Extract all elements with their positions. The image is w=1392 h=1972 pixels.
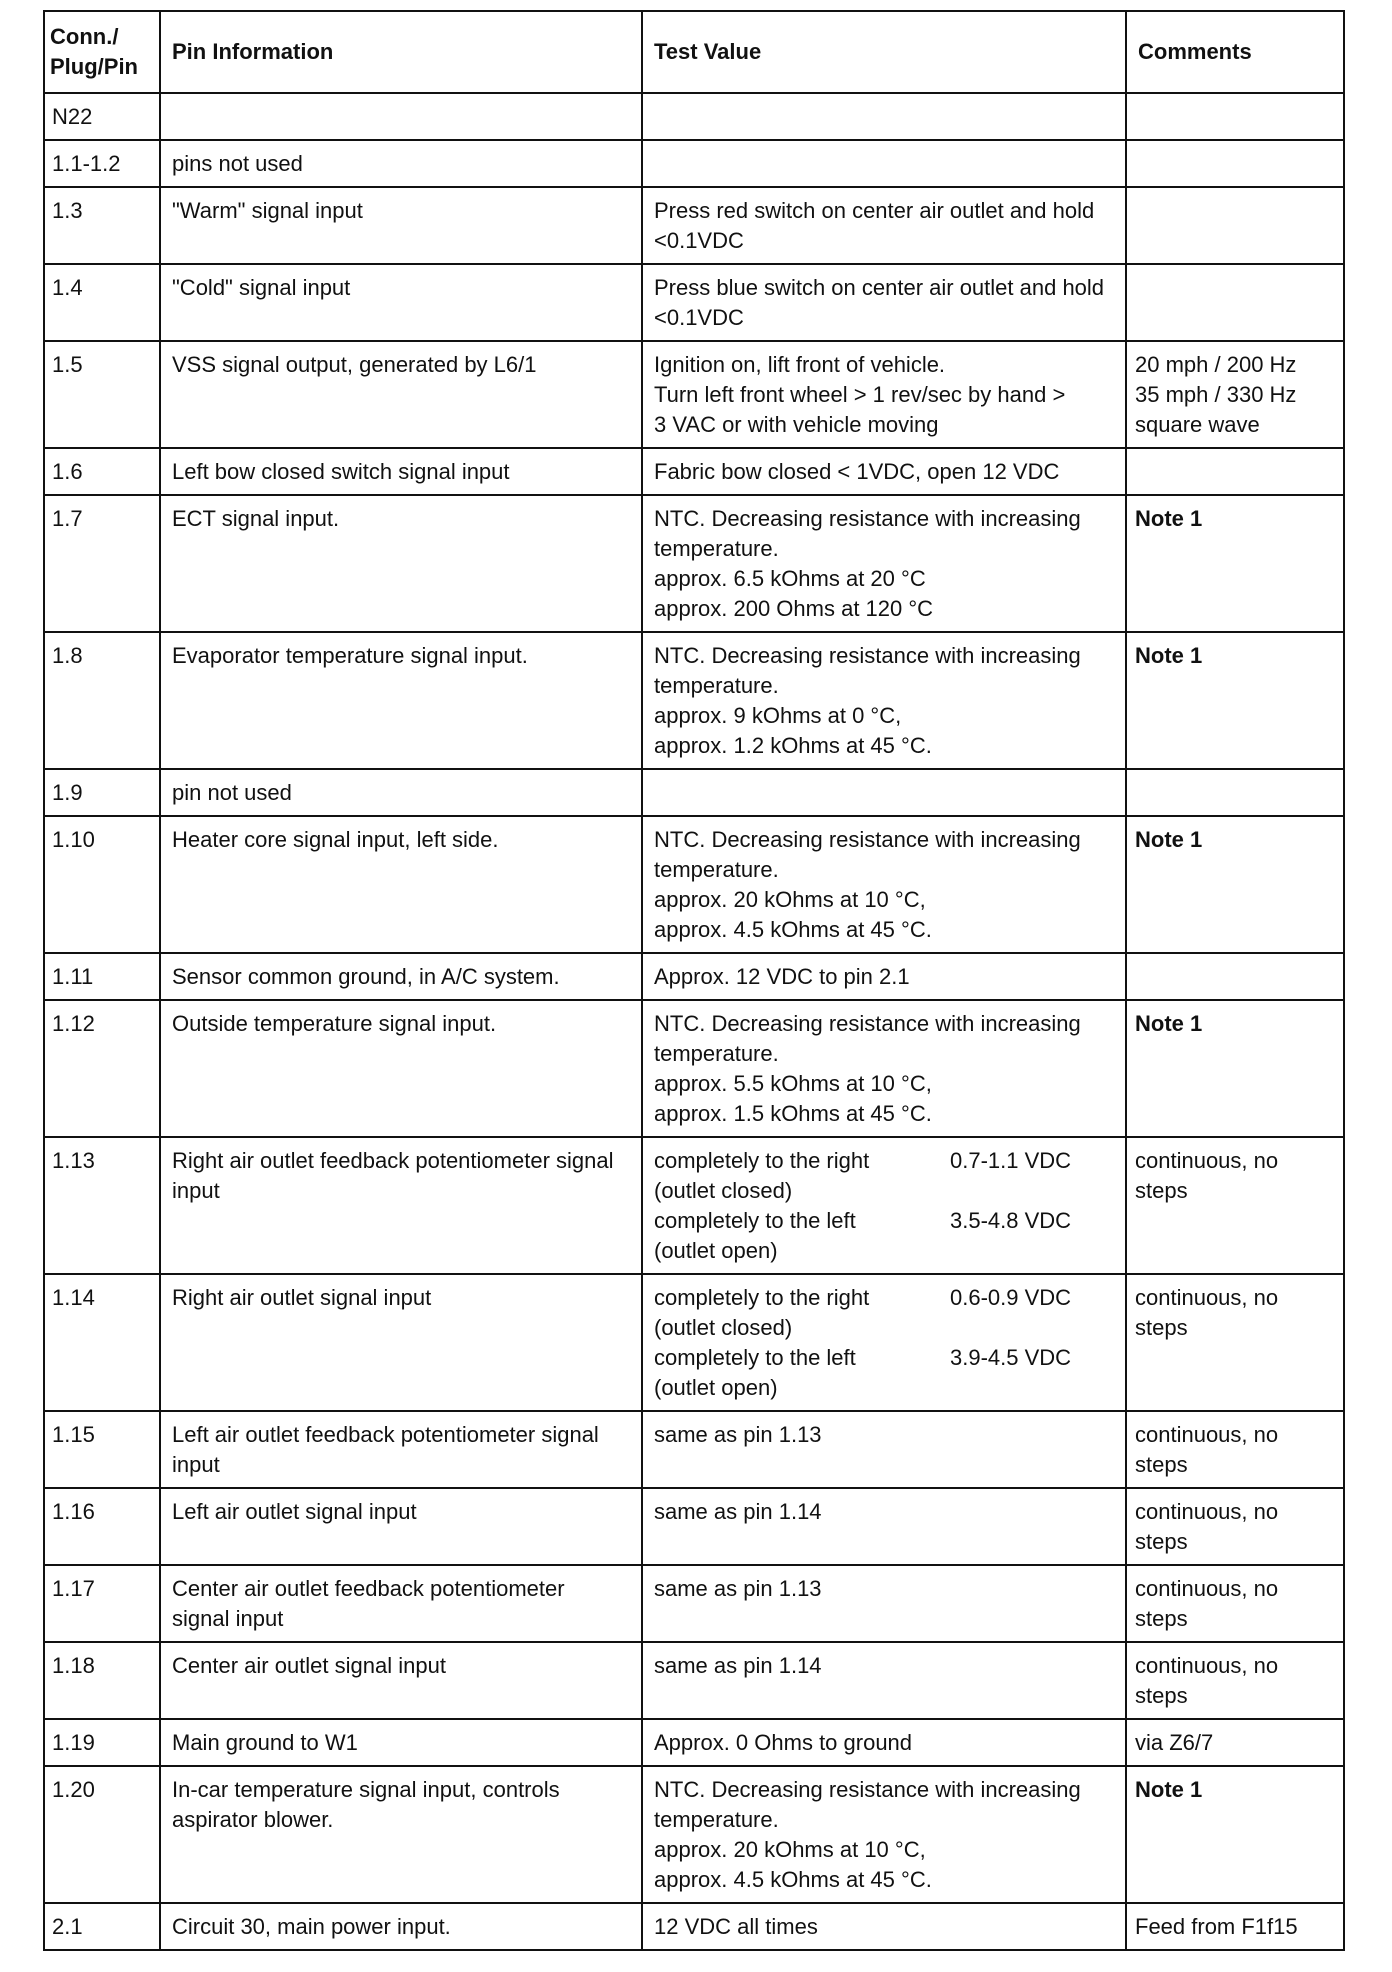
- voltage-value: 3.9-4.5 VDC: [950, 1345, 1072, 1370]
- comments-cell: [1126, 341, 1344, 448]
- test-value-cell: [642, 140, 1126, 187]
- pin-info-cell: [160, 341, 642, 448]
- test-value-line: temperature.: [654, 1807, 779, 1832]
- pin-info-line: In-car temperature signal input, controls: [172, 1777, 560, 1802]
- pin-info-cell: [160, 769, 642, 816]
- table-row: [44, 495, 1344, 632]
- comments-cell: [1126, 264, 1344, 341]
- comment-line: 35 mph / 330 Hz: [1135, 382, 1297, 407]
- table-row: [44, 1903, 1344, 1950]
- pin-number: 1.19: [52, 1730, 95, 1755]
- comments-cell: [1126, 93, 1344, 140]
- pin-info-line: VSS signal output, generated by L6/1: [172, 352, 537, 377]
- comment-line: Feed from F1f15: [1135, 1914, 1298, 1939]
- test-value-line: approx. 4.5 kOhms at 45 °C.: [654, 917, 932, 942]
- test-value-line: <0.1VDC: [654, 305, 744, 330]
- header-connector-pin: [44, 11, 160, 93]
- pin-info-cell: [160, 1000, 642, 1137]
- comments-cell: [1126, 495, 1344, 632]
- test-value-line: (outlet open): [654, 1375, 778, 1400]
- header-test-value: Test Value: [642, 11, 1126, 93]
- test-value-line: same as pin 1.14: [654, 1499, 822, 1524]
- test-value-line: approx. 1.5 kOhms at 45 °C.: [654, 1101, 932, 1126]
- pin-cell: [44, 140, 160, 187]
- pin-info-line: pins not used: [172, 151, 303, 176]
- comments-cell: [1126, 953, 1344, 1000]
- test-value-line: (outlet open): [654, 1238, 778, 1263]
- table-body: [44, 93, 1344, 1950]
- pin-number: 1.15: [52, 1422, 95, 1447]
- pin-cell: [44, 816, 160, 953]
- pin-cell: [44, 1137, 160, 1274]
- comments-cell: [1126, 816, 1344, 953]
- comment-line: continuous, no: [1135, 1285, 1279, 1310]
- pin-info-cell: [160, 1719, 642, 1766]
- table-row: [44, 1565, 1344, 1642]
- table-row: [44, 93, 1344, 140]
- pin-info-line: ECT signal input.: [172, 506, 340, 531]
- test-value-cell: [642, 953, 1126, 1000]
- pin-number: 1.3: [52, 198, 83, 223]
- header-row: [44, 11, 1344, 93]
- comment-line: square wave: [1135, 412, 1260, 437]
- header-comments: Comments: [1126, 11, 1344, 93]
- comments-cell: [1126, 1488, 1344, 1565]
- comment-line: continuous, no: [1135, 1148, 1279, 1173]
- comment-line: continuous, no: [1135, 1653, 1279, 1678]
- voltage-value: 0.6-0.9 VDC: [950, 1285, 1072, 1310]
- table-row: [44, 1488, 1344, 1565]
- pin-info-line: Left air outlet feedback potentiometer signal: [172, 1422, 599, 1447]
- pin-cell: [44, 1642, 160, 1719]
- test-value-cell: [642, 632, 1126, 769]
- test-value-line: temperature.: [654, 857, 779, 882]
- pin-cell: [44, 448, 160, 495]
- table-row: [44, 632, 1344, 769]
- pin-cell: [44, 264, 160, 341]
- test-value-cell: [642, 816, 1126, 953]
- test-value-cell: [642, 1274, 1126, 1411]
- table-row: [44, 769, 1344, 816]
- comment-line: Note 1: [1135, 827, 1203, 852]
- test-value-line: same as pin 1.14: [654, 1653, 822, 1678]
- pin-number: 1.16: [52, 1499, 95, 1524]
- pin-cell: [44, 1903, 160, 1950]
- test-value-line: approx. 20 kOhms at 10 °C,: [654, 887, 926, 912]
- test-value-line: [654, 1206, 1119, 1236]
- test-value-line: 3 VAC or with vehicle moving: [654, 412, 939, 437]
- test-value-line: approx. 5.5 kOhms at 10 °C,: [654, 1071, 932, 1096]
- header-pin-line-2: Plug/Pin: [50, 54, 138, 79]
- pin-info-line: Center air outlet signal input: [172, 1653, 446, 1678]
- pin-info-line: Outside temperature signal input.: [172, 1011, 497, 1036]
- test-value-cell: [642, 1719, 1126, 1766]
- pin-info-line: Circuit 30, main power input.: [172, 1914, 451, 1939]
- test-value-line: same as pin 1.13: [654, 1422, 822, 1447]
- pin-info-line: pin not used: [172, 780, 292, 805]
- pin-number: 1.6: [52, 459, 83, 484]
- pin-number: 1.1-1.2: [52, 151, 121, 176]
- test-value-line: [654, 1343, 1119, 1373]
- pin-info-cell: [160, 816, 642, 953]
- pin-cell: [44, 1274, 160, 1411]
- test-value-line: NTC. Decreasing resistance with increasing: [654, 1777, 1081, 1802]
- test-value-line: NTC. Decreasing resistance with increasing: [654, 643, 1081, 668]
- test-value-cell: [642, 1766, 1126, 1903]
- pin-cell: [44, 953, 160, 1000]
- comments-cell: [1126, 1766, 1344, 1903]
- test-value-line: 12 VDC all times: [654, 1914, 818, 1939]
- comments-cell: [1126, 1642, 1344, 1719]
- pin-info-cell: [160, 1766, 642, 1903]
- table-row: [44, 1719, 1344, 1766]
- comment-line: steps: [1135, 1606, 1188, 1631]
- pin-cell: [44, 769, 160, 816]
- pin-info-cell: [160, 1488, 642, 1565]
- table-row: [44, 264, 1344, 341]
- pin-cell: [44, 1411, 160, 1488]
- comments-cell: [1126, 632, 1344, 769]
- comment-line: Note 1: [1135, 643, 1203, 668]
- pin-info-cell: [160, 187, 642, 264]
- test-value-line: approx. 20 kOhms at 10 °C,: [654, 1837, 926, 1862]
- pin-number: 1.8: [52, 643, 83, 668]
- pin-number: 1.12: [52, 1011, 95, 1036]
- pin-number: 2.1: [52, 1914, 83, 1939]
- comment-line: 20 mph / 200 Hz: [1135, 352, 1297, 377]
- pin-info-cell: [160, 448, 642, 495]
- test-value-cell: [642, 769, 1126, 816]
- test-value-line: [654, 1283, 1119, 1313]
- table-row: [44, 1411, 1344, 1488]
- pin-number: N22: [52, 104, 93, 129]
- test-value-cell: [642, 448, 1126, 495]
- test-value-cell: [642, 341, 1126, 448]
- pin-info-line: Right air outlet feedback potentiometer signal: [172, 1148, 614, 1173]
- comment-line: steps: [1135, 1452, 1188, 1477]
- comment-line: continuous, no: [1135, 1576, 1279, 1601]
- comment-line: continuous, no: [1135, 1422, 1279, 1447]
- test-value-cell: [642, 1488, 1126, 1565]
- table-row: [44, 140, 1344, 187]
- test-value-line: approx. 9 kOhms at 0 °C,: [654, 703, 902, 728]
- comments-cell: [1126, 187, 1344, 264]
- test-value-line: <0.1VDC: [654, 228, 744, 253]
- table-row: [44, 341, 1344, 448]
- test-value-line: Approx. 0 Ohms to ground: [654, 1730, 913, 1755]
- pin-info-line: Right air outlet signal input: [172, 1285, 432, 1310]
- test-value-line: (outlet closed): [654, 1178, 793, 1203]
- comments-cell: [1126, 448, 1344, 495]
- comment-line: via Z6/7: [1135, 1730, 1214, 1755]
- pin-cell: [44, 1488, 160, 1565]
- table-row: [44, 187, 1344, 264]
- comment-line: Note 1: [1135, 506, 1203, 531]
- condition-label: completely to the right: [654, 1285, 870, 1310]
- pin-info-cell: [160, 632, 642, 769]
- test-value-cell: [642, 1411, 1126, 1488]
- pin-info-line: Left bow closed switch signal input: [172, 459, 510, 484]
- pin-cell: [44, 93, 160, 140]
- comment-line: Note 1: [1135, 1777, 1203, 1802]
- test-value-cell: [642, 1137, 1126, 1274]
- pin-info-line: Center air outlet feedback potentiometer: [172, 1576, 565, 1601]
- comments-cell: [1126, 1565, 1344, 1642]
- pin-info-cell: [160, 1411, 642, 1488]
- test-value-line: Ignition on, lift front of vehicle.: [654, 352, 946, 377]
- test-value-line: NTC. Decreasing resistance with increasing: [654, 1011, 1081, 1036]
- test-value-cell: [642, 187, 1126, 264]
- test-value-line: approx. 200 Ohms at 120 °C: [654, 596, 934, 621]
- pin-number: 1.20: [52, 1777, 95, 1802]
- table-row: [44, 1137, 1344, 1274]
- pin-info-line: aspirator blower.: [172, 1807, 334, 1832]
- comments-cell: [1126, 769, 1344, 816]
- table-row: [44, 1766, 1344, 1903]
- pin-assignment-table: [43, 10, 1345, 1951]
- test-value-cell: [642, 1565, 1126, 1642]
- pin-info-line: "Warm" signal input: [172, 198, 363, 223]
- pin-number: 1.4: [52, 275, 83, 300]
- header-pin-line-1: Conn./: [50, 24, 119, 49]
- comments-cell: [1126, 1411, 1344, 1488]
- pin-cell: [44, 341, 160, 448]
- pin-number: 1.14: [52, 1285, 95, 1310]
- pin-number: 1.9: [52, 780, 83, 805]
- pin-info-cell: [160, 93, 642, 140]
- test-value-cell: [642, 495, 1126, 632]
- comments-cell: [1126, 1719, 1344, 1766]
- pin-number: 1.13: [52, 1148, 95, 1173]
- pin-info-cell: [160, 495, 642, 632]
- pin-number: 1.18: [52, 1653, 95, 1678]
- comment-line: steps: [1135, 1315, 1188, 1340]
- comments-cell: [1126, 140, 1344, 187]
- test-value-line: Turn left front wheel > 1 rev/sec by hand >: [654, 382, 1066, 407]
- voltage-value: 3.5-4.8 VDC: [950, 1208, 1072, 1233]
- pin-cell: [44, 1000, 160, 1137]
- pin-number: 1.10: [52, 827, 95, 852]
- pin-info-line: Sensor common ground, in A/C system.: [172, 964, 560, 989]
- comments-cell: [1126, 1903, 1344, 1950]
- test-value-line: Press red switch on center air outlet and hold: [654, 198, 1095, 223]
- test-value-line: NTC. Decreasing resistance with increasing: [654, 506, 1081, 531]
- condition-label: completely to the left: [654, 1208, 856, 1233]
- table-row: [44, 1000, 1344, 1137]
- pin-info-line: Evaporator temperature signal input.: [172, 643, 528, 668]
- pin-info-line: "Cold" signal input: [172, 275, 351, 300]
- test-value-line: (outlet closed): [654, 1315, 793, 1340]
- comment-line: steps: [1135, 1529, 1188, 1554]
- comment-line: steps: [1135, 1178, 1188, 1203]
- table-row: [44, 816, 1344, 953]
- test-value-line: approx. 6.5 kOhms at 20 °C: [654, 566, 926, 591]
- pin-number: 1.17: [52, 1576, 95, 1601]
- pin-cell: [44, 1719, 160, 1766]
- test-value-line: temperature.: [654, 536, 779, 561]
- pin-info-cell: [160, 140, 642, 187]
- test-value-cell: [642, 1000, 1126, 1137]
- test-value-line: approx. 1.2 kOhms at 45 °C.: [654, 733, 932, 758]
- test-value-cell: [642, 93, 1126, 140]
- test-value-line: approx. 4.5 kOhms at 45 °C.: [654, 1867, 932, 1892]
- pin-cell: [44, 187, 160, 264]
- comments-cell: [1126, 1274, 1344, 1411]
- pin-info-cell: [160, 953, 642, 1000]
- table-row: [44, 448, 1344, 495]
- test-value-cell: [642, 1903, 1126, 1950]
- table-row: [44, 953, 1344, 1000]
- table-row: [44, 1274, 1344, 1411]
- pin-info-line: Heater core signal input, left side.: [172, 827, 499, 852]
- pin-number: 1.11: [52, 964, 94, 989]
- pin-info-line: Main ground to W1: [172, 1730, 358, 1755]
- comment-line: continuous, no: [1135, 1499, 1279, 1524]
- comment-line: steps: [1135, 1683, 1188, 1708]
- comment-line: Note 1: [1135, 1011, 1203, 1036]
- pin-number: 1.7: [52, 506, 83, 531]
- pin-info-cell: [160, 1642, 642, 1719]
- pin-cell: [44, 495, 160, 632]
- pin-info-line: signal input: [172, 1606, 284, 1631]
- header-pin-information: Pin Information: [160, 11, 642, 93]
- test-value-line: NTC. Decreasing resistance with increasing: [654, 827, 1081, 852]
- pin-info-cell: [160, 1274, 642, 1411]
- table-header: [44, 11, 1344, 93]
- test-value-line: Approx. 12 VDC to pin 2.1: [654, 964, 910, 989]
- pin-info-cell: [160, 264, 642, 341]
- condition-label: completely to the left: [654, 1345, 856, 1370]
- test-value-cell: [642, 264, 1126, 341]
- test-value-line: Fabric bow closed < 1VDC, open 12 VDC: [654, 459, 1060, 484]
- table-row: [44, 1642, 1344, 1719]
- pin-cell: [44, 632, 160, 769]
- pin-cell: [44, 1766, 160, 1903]
- pin-info-cell: [160, 1137, 642, 1274]
- pin-info-line: input: [172, 1452, 220, 1477]
- pin-info-cell: [160, 1903, 642, 1950]
- test-value-line: temperature.: [654, 673, 779, 698]
- pin-number: 1.5: [52, 352, 83, 377]
- pin-info-cell: [160, 1565, 642, 1642]
- comments-cell: [1126, 1137, 1344, 1274]
- comments-cell: [1126, 1000, 1344, 1137]
- test-value-line: [654, 1146, 1119, 1176]
- test-value-line: temperature.: [654, 1041, 779, 1066]
- condition-label: completely to the right: [654, 1148, 870, 1173]
- test-value-line: Press blue switch on center air outlet and hold: [654, 275, 1105, 300]
- pin-info-line: Left air outlet signal input: [172, 1499, 417, 1524]
- voltage-value: 0.7-1.1 VDC: [950, 1148, 1072, 1173]
- pin-cell: [44, 1565, 160, 1642]
- test-value-cell: [642, 1642, 1126, 1719]
- test-value-line: same as pin 1.13: [654, 1576, 822, 1601]
- pin-info-line: input: [172, 1178, 220, 1203]
